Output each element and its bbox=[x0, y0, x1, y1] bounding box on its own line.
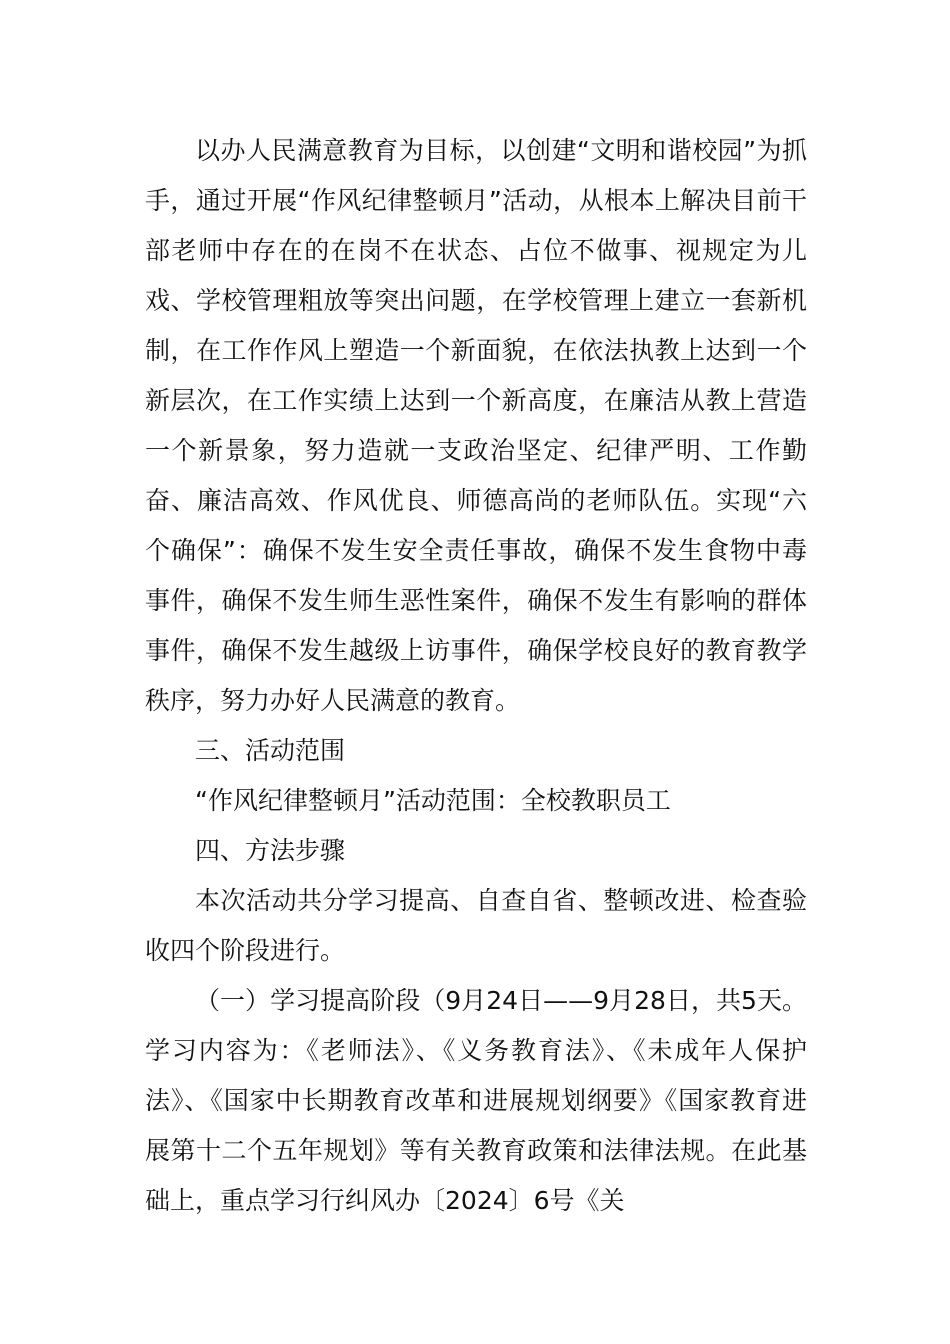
paragraph-stages: 本次活动共分学习提高、自查自省、整顿改进、检查验收四个阶段进行。 bbox=[145, 886, 807, 965]
paragraph-study-stage: （一）学习提高阶段（9月24日——9月28日，共5天。学习内容为：《老师法》、《义务教育法》、《未成年人保护法》、《国家中长期教育改革和进展规划纲要》《国家教育进展第十二个五年规划》等有关教育政策和法律法规。在此基础上，重点学习行纠风办〔2024〕6号《关 bbox=[145, 986, 807, 1215]
heading-method-steps: 四、方法步骤 bbox=[195, 836, 346, 865]
paragraph-activity-scope: “作风纪律整顿月”活动范围：全校教职员工 bbox=[195, 786, 671, 815]
heading-activity-scope: 三、活动范围 bbox=[195, 736, 346, 765]
paragraph-goal: 以办人民满意教育为目标，以创建“文明和谐校园”为抓手，通过开展“作风纪律整顿月”活动，从根本上解决目前干部老师中存在的在岗不在状态、占位不做事、视规定为儿戏、学校管理粗放等突出问题，在学校管理上建立一套新机制，在工作作风上塑造一个新面貌，在依法执教上达到一个新层次，在工作实绩上达到一个新高度，在廉洁从教上营造一个新景象，努力造就一支政治坚定、纪律严明、工作勤奋、廉洁高效、作风优良、师德高尚的老师队伍。实现“六个确保”：确保不发生安全责任事故，确保不发生食物中毒事件，确保不发生师生恶性案件，确保不发生有影响的群体事件，确保不发生越级上访事件，确保学校良好的教育教学秩序，努力办好人民满意的教育。 bbox=[145, 136, 807, 715]
document-body bbox=[145, 126, 807, 1226]
